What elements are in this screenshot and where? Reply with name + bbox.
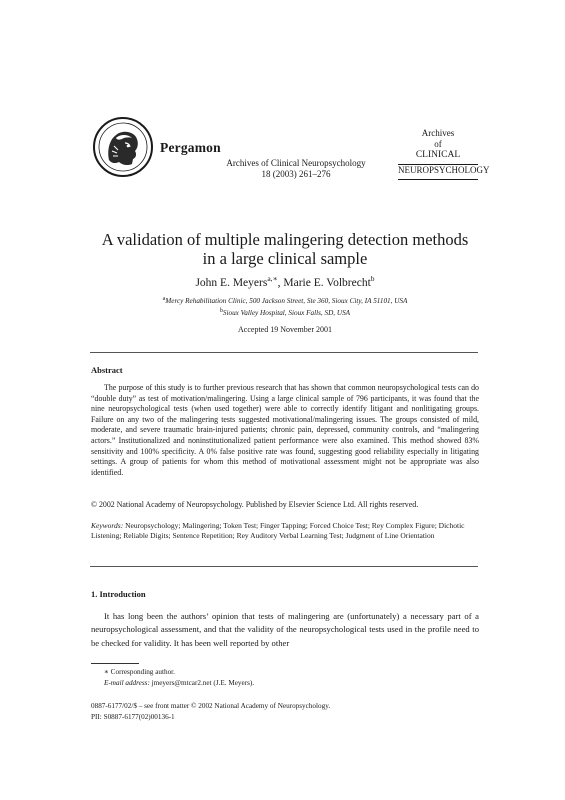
author-name: Marie E. Volbrecht bbox=[283, 277, 371, 289]
author-separator: , bbox=[277, 277, 284, 289]
footnote-corresponding: ∗ Corresponding author. bbox=[104, 668, 175, 676]
copyright-notice: © 2002 National Academy of Neuropsychology. Published by Elsevier Science Ltd. All rights reserved. bbox=[91, 500, 419, 509]
masthead-line: CLINICAL bbox=[415, 150, 461, 160]
publisher-name: Pergamon bbox=[160, 140, 221, 155]
affiliation-a bbox=[60, 294, 510, 306]
pergamon-logo-icon bbox=[92, 116, 154, 178]
journal-masthead bbox=[398, 128, 490, 180]
paper-title bbox=[60, 230, 510, 268]
footnote-rule bbox=[91, 663, 139, 664]
masthead-line: Archives bbox=[421, 128, 455, 138]
keywords-label: Keywords: bbox=[91, 521, 124, 530]
masthead-line: of bbox=[434, 139, 442, 149]
email-address: jmeyers@mtcar2.net (J.E. Meyers). bbox=[149, 679, 255, 687]
title-line: in a large clinical sample bbox=[202, 249, 368, 268]
keywords-list: Neuropsychology; Malingering; Token Test; Finger Tapping; Forced Choice Test; Rey Complex Figure; Dichotic Listening; Reliable Digits; Sentence Repetition; Rey Auditory Verbal Learning Test; Judgment of Line Orientation bbox=[91, 521, 465, 541]
abstract-heading: Abstract bbox=[91, 365, 123, 375]
affiliation-text: Sioux Valley Hospital, Sioux Falls, SD, USA bbox=[222, 309, 351, 317]
accepted-date: Accepted 19 November 2001 bbox=[238, 325, 332, 334]
masthead-line: NEUROPSYCHOLOGY bbox=[398, 165, 490, 175]
author-name: John E. Meyers bbox=[195, 277, 268, 289]
affiliations bbox=[60, 294, 510, 318]
issn-line: 0887-6177/02/$ – see front matter © 2002 National Academy of Neuropsychology. bbox=[91, 702, 331, 710]
author-list bbox=[60, 274, 510, 289]
affiliation-marker: b bbox=[219, 308, 223, 314]
journal-volume: 18 (2003) 261–276 bbox=[261, 169, 331, 179]
title-line: A validation of multiple malingering detection methods bbox=[101, 230, 469, 249]
abstract-body: The purpose of this study is to further previous research that has shown that common neuropsychological tests can do “double duty” as test of motivation/malingering. Using a large clinical sample of 796 participants, it was found that the nine neuropsychological tests (when used together) were able to correctly identify litigant and nonlitigating groups. Failure on any two of the malingering tests suggested motivational/malingering issues. The groups consisted of mild, moderate, and severe traumatic brain-injured patients; chronic pain, depressed, community controls, and “malingering actors.” Institutionalized and noninstitutionalized patient performance were also examined. This method showed 83% sensitivity and 100% specificity. A 0% false positive rate was found, suggesting good reliability especially in litigating settings. A group of patients for whom this method of motivational assessment might not be appropriate was also identified. bbox=[91, 383, 479, 477]
divider bbox=[90, 352, 478, 353]
section-heading: 1. Introduction bbox=[91, 589, 146, 599]
author-affiliation-marker: b bbox=[370, 274, 375, 283]
journal-name: Archives of Clinical Neuropsychology bbox=[226, 158, 366, 168]
affiliation-b bbox=[60, 306, 510, 318]
email-label: E-mail address: bbox=[104, 679, 150, 687]
affiliation-text: Mercy Rehabilitation Clinic, 500 Jackson Street, Ste 360, Sioux City, IA 51101, USA bbox=[165, 297, 408, 305]
affiliation-marker: a bbox=[162, 296, 166, 302]
divider bbox=[90, 566, 478, 567]
footnote-email bbox=[104, 678, 484, 688]
author-affiliation-marker: a,∗ bbox=[267, 274, 278, 283]
keywords bbox=[91, 521, 479, 542]
masthead-rule bbox=[398, 179, 478, 180]
pii-line: PII: S0887-6177(02)00136-1 bbox=[91, 713, 175, 721]
journal-citation bbox=[226, 158, 366, 180]
section-body: It has long been the authors’ opinion that tests of malingering are (unfortunately) a necessary part of a neuropsychological assessment, and that the validity of the neuropsychological tests used in the profile need to be checked for validity. It has been well reported by other bbox=[91, 611, 479, 648]
